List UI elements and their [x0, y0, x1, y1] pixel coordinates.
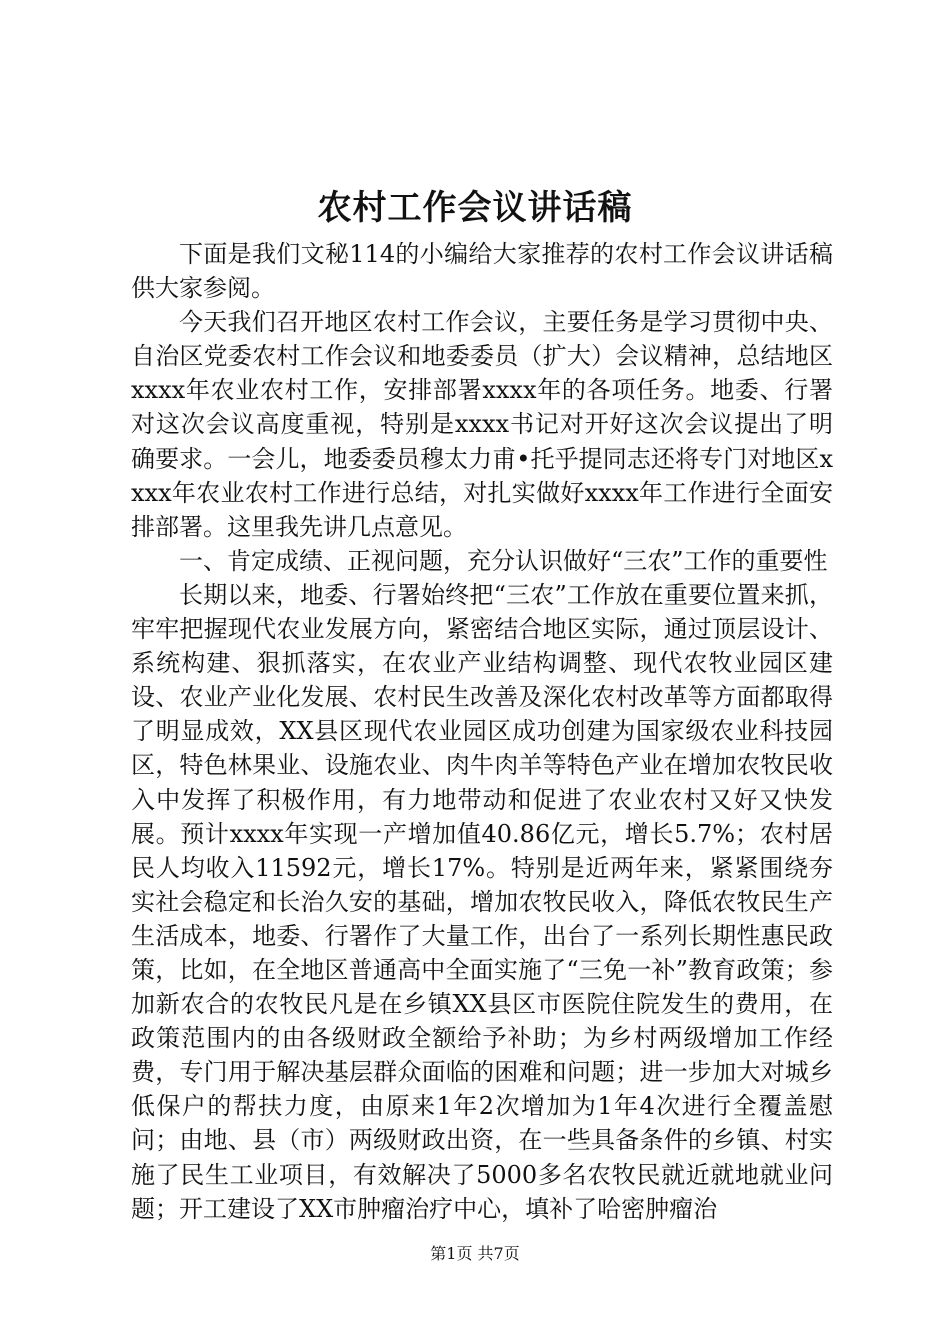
page-title: 农村工作会议讲话稿 [317, 188, 633, 228]
intro-paragraph: 下面是我们文秘114的小编给大家推荐的农村工作会议讲话稿供大家参阅。 [131, 240, 833, 303]
section-heading: 一、肯定成绩、正视问题，充分认识做好“三农”工作的重要性 [179, 546, 828, 575]
page-footer: 第1页 共7页 [430, 1244, 520, 1263]
document-body [131, 237, 833, 1226]
body-paragraph: 长期以来，地委、行署始终把“三农”工作放在重要位置来抓，牢牢把握现代农业发展方向，紧密结合地区实际，通过顶层设计、系统构建、狠抓落实，在农业产业结构调整、现代农牧业园区建设、农业产业化发展、农村民生改善及深化农村改革等方面都取得了明显成效，XX县区现代农业园区成功创建为国家级农业科技园区，特色林果业、设施农业、肉牛肉羊等特色产业在增加农牧民收入中发挥了积极作用，有力地带动和促进了农业农村又好又快发展。预计xxxx年实现一产增加值40.86亿元，增长5.7%；农村居民人均收入11592元，增长17%。特别是近两年来，紧紧围绕夯实社会稳定和长治久安的基础，增加农牧民收入，降低农牧民生产生活成本，地委、行署作了大量工作，出台了一系列长期性惠民政策，比如，在全地区普通高中全面实施了“三免一补”教育政策；参加新农合的农牧民凡是在乡镇XX县区市医院住院发生的费用，在政策范围内的由各级财政全额给予补助；为乡村两级增加工作经费，专门用于解决基层群众面临的困难和问题；进一步加大对城乡低保户的帮扶力度，由原来1年2次增加为1年4次进行全覆盖慰问；由地、县（市）两级财政出资，在一些具备条件的乡镇、村实施了民生工业项目，有效解决了5000多名农牧民就近就地就业问题；开工建设了XX市肿瘤治疗中心，填补了哈密肿瘤治 [131, 580, 833, 1223]
opening-paragraph: 今天我们召开地区农村工作会议，主要任务是学习贯彻中央、自治区党委农村工作会议和地委委员（扩大）会议精神，总结地区xxxx年农业农村工作，安排部署xxxx年的各项任务。地委、行署对这次会议高度重视，特别是xxxx书记对开好这次会议提出了明确要求。一会儿，地委委员穆太力甫•托乎提同志还将专门对地区xxxx年农业农村工作进行总结，对扎实做好xxxx年工作进行全面安排部署。这里我先讲几点意见。 [131, 308, 833, 541]
